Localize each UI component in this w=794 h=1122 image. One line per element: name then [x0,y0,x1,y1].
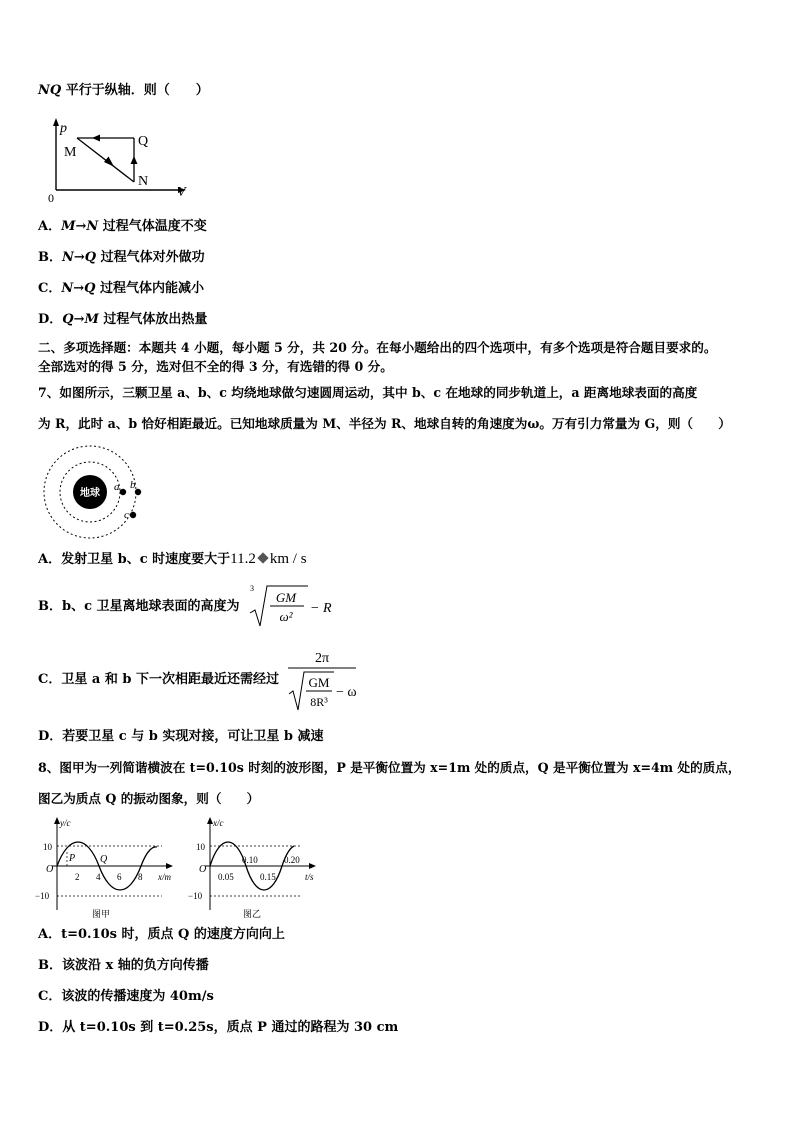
origin-label: 0 [48,191,54,205]
nq-arrow [131,156,138,164]
section2-line1: 二、多项选择题：本题共 4 小题，每小题 5 分，共 20 分。在每小题给出的四个选项中，有多个选项是符合题目要求的。 [38,340,717,355]
q6-stem-var: NQ [38,83,62,98]
q8-option-c [38,988,214,1006]
origin-label: O [46,864,54,875]
y-tick-neg10: −10 [35,891,50,901]
option-letter: C． [38,672,62,687]
root-numerator: GM [308,675,330,690]
q7-option-c-formula [286,644,372,716]
q-label: Q [138,134,149,149]
q6-option-b [38,249,205,267]
satellite-c [130,512,136,518]
q8-option-d [38,1019,398,1037]
q8-vibration-graph [185,814,325,922]
m-to-n-line [77,138,134,182]
q8-wave-graph [32,814,180,922]
x-tick-8: 8 [138,872,143,882]
option-letter: B． [38,958,62,973]
option-text: 该波的传播速度为 40m/s [61,989,214,1004]
earth-label: 地球 [80,488,100,499]
root-denominator: ω² [279,609,293,624]
y-label: x/c [213,818,224,828]
q6-stem-text: 平行于纵轴．则（ ） [61,83,209,98]
root-numerator: GM [275,590,297,605]
section2-line2: 全部选对的得 5 分，选对但不全的得 3 分，有选错的得 0 分。 [38,359,393,374]
option-text: b、c 卫星离地球表面的高度为 [62,599,240,614]
q-label: Q [100,854,108,865]
option-text: 过程气体内能减小 [95,281,204,296]
option-text: 从 t=0.10s 到 t=0.25s，质点 P 通过的路程为 30 cm [62,1020,399,1035]
satellite-b [135,489,141,495]
big-numerator: 2π [314,651,330,666]
label-a: a [114,481,120,493]
option-letter: A． [38,927,62,942]
option-text: 过程气体温度不变 [98,219,207,234]
option-letter: A． [38,219,62,234]
caption: 图乙 [243,910,262,920]
n-label: N [138,174,149,189]
option-expr: N→Q [61,281,96,296]
y-tick-10: 10 [196,842,205,852]
option-unit: km / s [269,551,307,567]
option-text: 该波沿 x 轴的负方向传播 [62,958,209,973]
q7-option-b-formula [246,580,336,630]
mn-arrow [104,157,114,167]
y-tick-10: 10 [43,842,52,852]
t-label: t/s [305,872,314,882]
option-letter: D． [38,312,63,327]
option-expr: N→Q [62,250,97,265]
q7-line1: 7、如图所示，三颗卫星 a、b、c 均绕地球做匀速圆周运动，其中 b、c 在地球的同步轨道上，a 距离地球表面的高度 [38,385,698,400]
diamond-icon [257,552,268,563]
t-tick-015: 0.15 [260,872,276,882]
q8-option-b [38,957,209,975]
x-label: x/m [158,872,171,882]
option-letter: B． [38,599,62,614]
q6-pv-diagram [40,118,200,206]
option-text: 过程气体对外做功 [96,250,205,265]
option-text: 若要卫星 c 与 b 实现对接，可让卫星 b 减速 [62,729,324,744]
t-axis-arrow [309,863,316,869]
q7-orbit-diagram [36,444,156,540]
qm-arrow [92,135,100,142]
q7-option-b-text [38,598,240,616]
y-label: y/c [60,818,71,828]
x-tick-4: 4 [96,872,101,882]
minus-r: − R [310,601,332,616]
q7-line2: 为 R，此时 a、b 恰好相距最近。已知地球质量为 M、半径为 R、地球自转的角速度为ω。万有引力常量为 G，则（ ） [38,416,731,431]
option-letter: C． [38,281,62,296]
option-letter: B． [38,250,62,265]
option-letter: A． [38,552,62,567]
p-axis-arrow [53,118,59,126]
satellite-a [120,489,126,495]
q6-stem [38,82,209,100]
origin-label: O [199,864,207,875]
option-expr: M→N [61,219,99,234]
option-text: 过程气体放出热量 [98,312,208,327]
v-label: V [177,185,186,200]
option-letter: D． [38,1020,63,1035]
x-axis-arrow [166,863,173,869]
x-tick-6: 6 [117,872,122,882]
t-tick-010: 0.10 [242,855,258,865]
q6-option-c [38,280,204,298]
minus-omega: − ω [336,685,357,700]
t-tick-005: 0.05 [218,872,234,882]
m-label: M [64,145,77,160]
option-value: 11.2 [230,551,256,567]
caption: 图甲 [92,910,111,920]
q8-line1: 8、图甲为一列简谐横波在 t=0.10s 时刻的波形图，P 是平衡位置为 x=1m 处的质点，Q 是平衡位置为 x=4m 处的质点， [38,760,741,775]
q6-option-d [38,311,207,329]
cube-root-index: 3 [250,584,254,593]
q7-option-c-text [38,671,279,689]
x-tick-2: 2 [75,872,80,882]
q7-option-a [38,550,307,569]
y-tick-neg10: −10 [188,891,203,901]
option-letter: C． [38,989,62,1004]
p-label: p [60,121,67,136]
option-text: t=0.10s 时，质点 Q 的速度方向向上 [61,927,285,942]
q8-option-a [38,926,285,944]
q7-option-d [38,728,324,746]
option-text: 卫星 a 和 b 下一次相距最近还需经过 [61,672,279,687]
label-c: c [124,509,129,521]
q8-line2: 图乙为质点 Q 的振动图象，则（ ） [38,791,260,806]
q6-option-a [38,218,207,236]
option-text: 发射卫星 b、c 时速度要大于 [61,552,231,567]
root-denominator: 8R³ [310,695,328,709]
label-b: b [130,479,136,491]
t-tick-020: 0.20 [284,855,300,865]
option-letter: D． [38,729,63,744]
p-label: P [69,853,76,864]
option-expr: Q→M [62,312,99,327]
